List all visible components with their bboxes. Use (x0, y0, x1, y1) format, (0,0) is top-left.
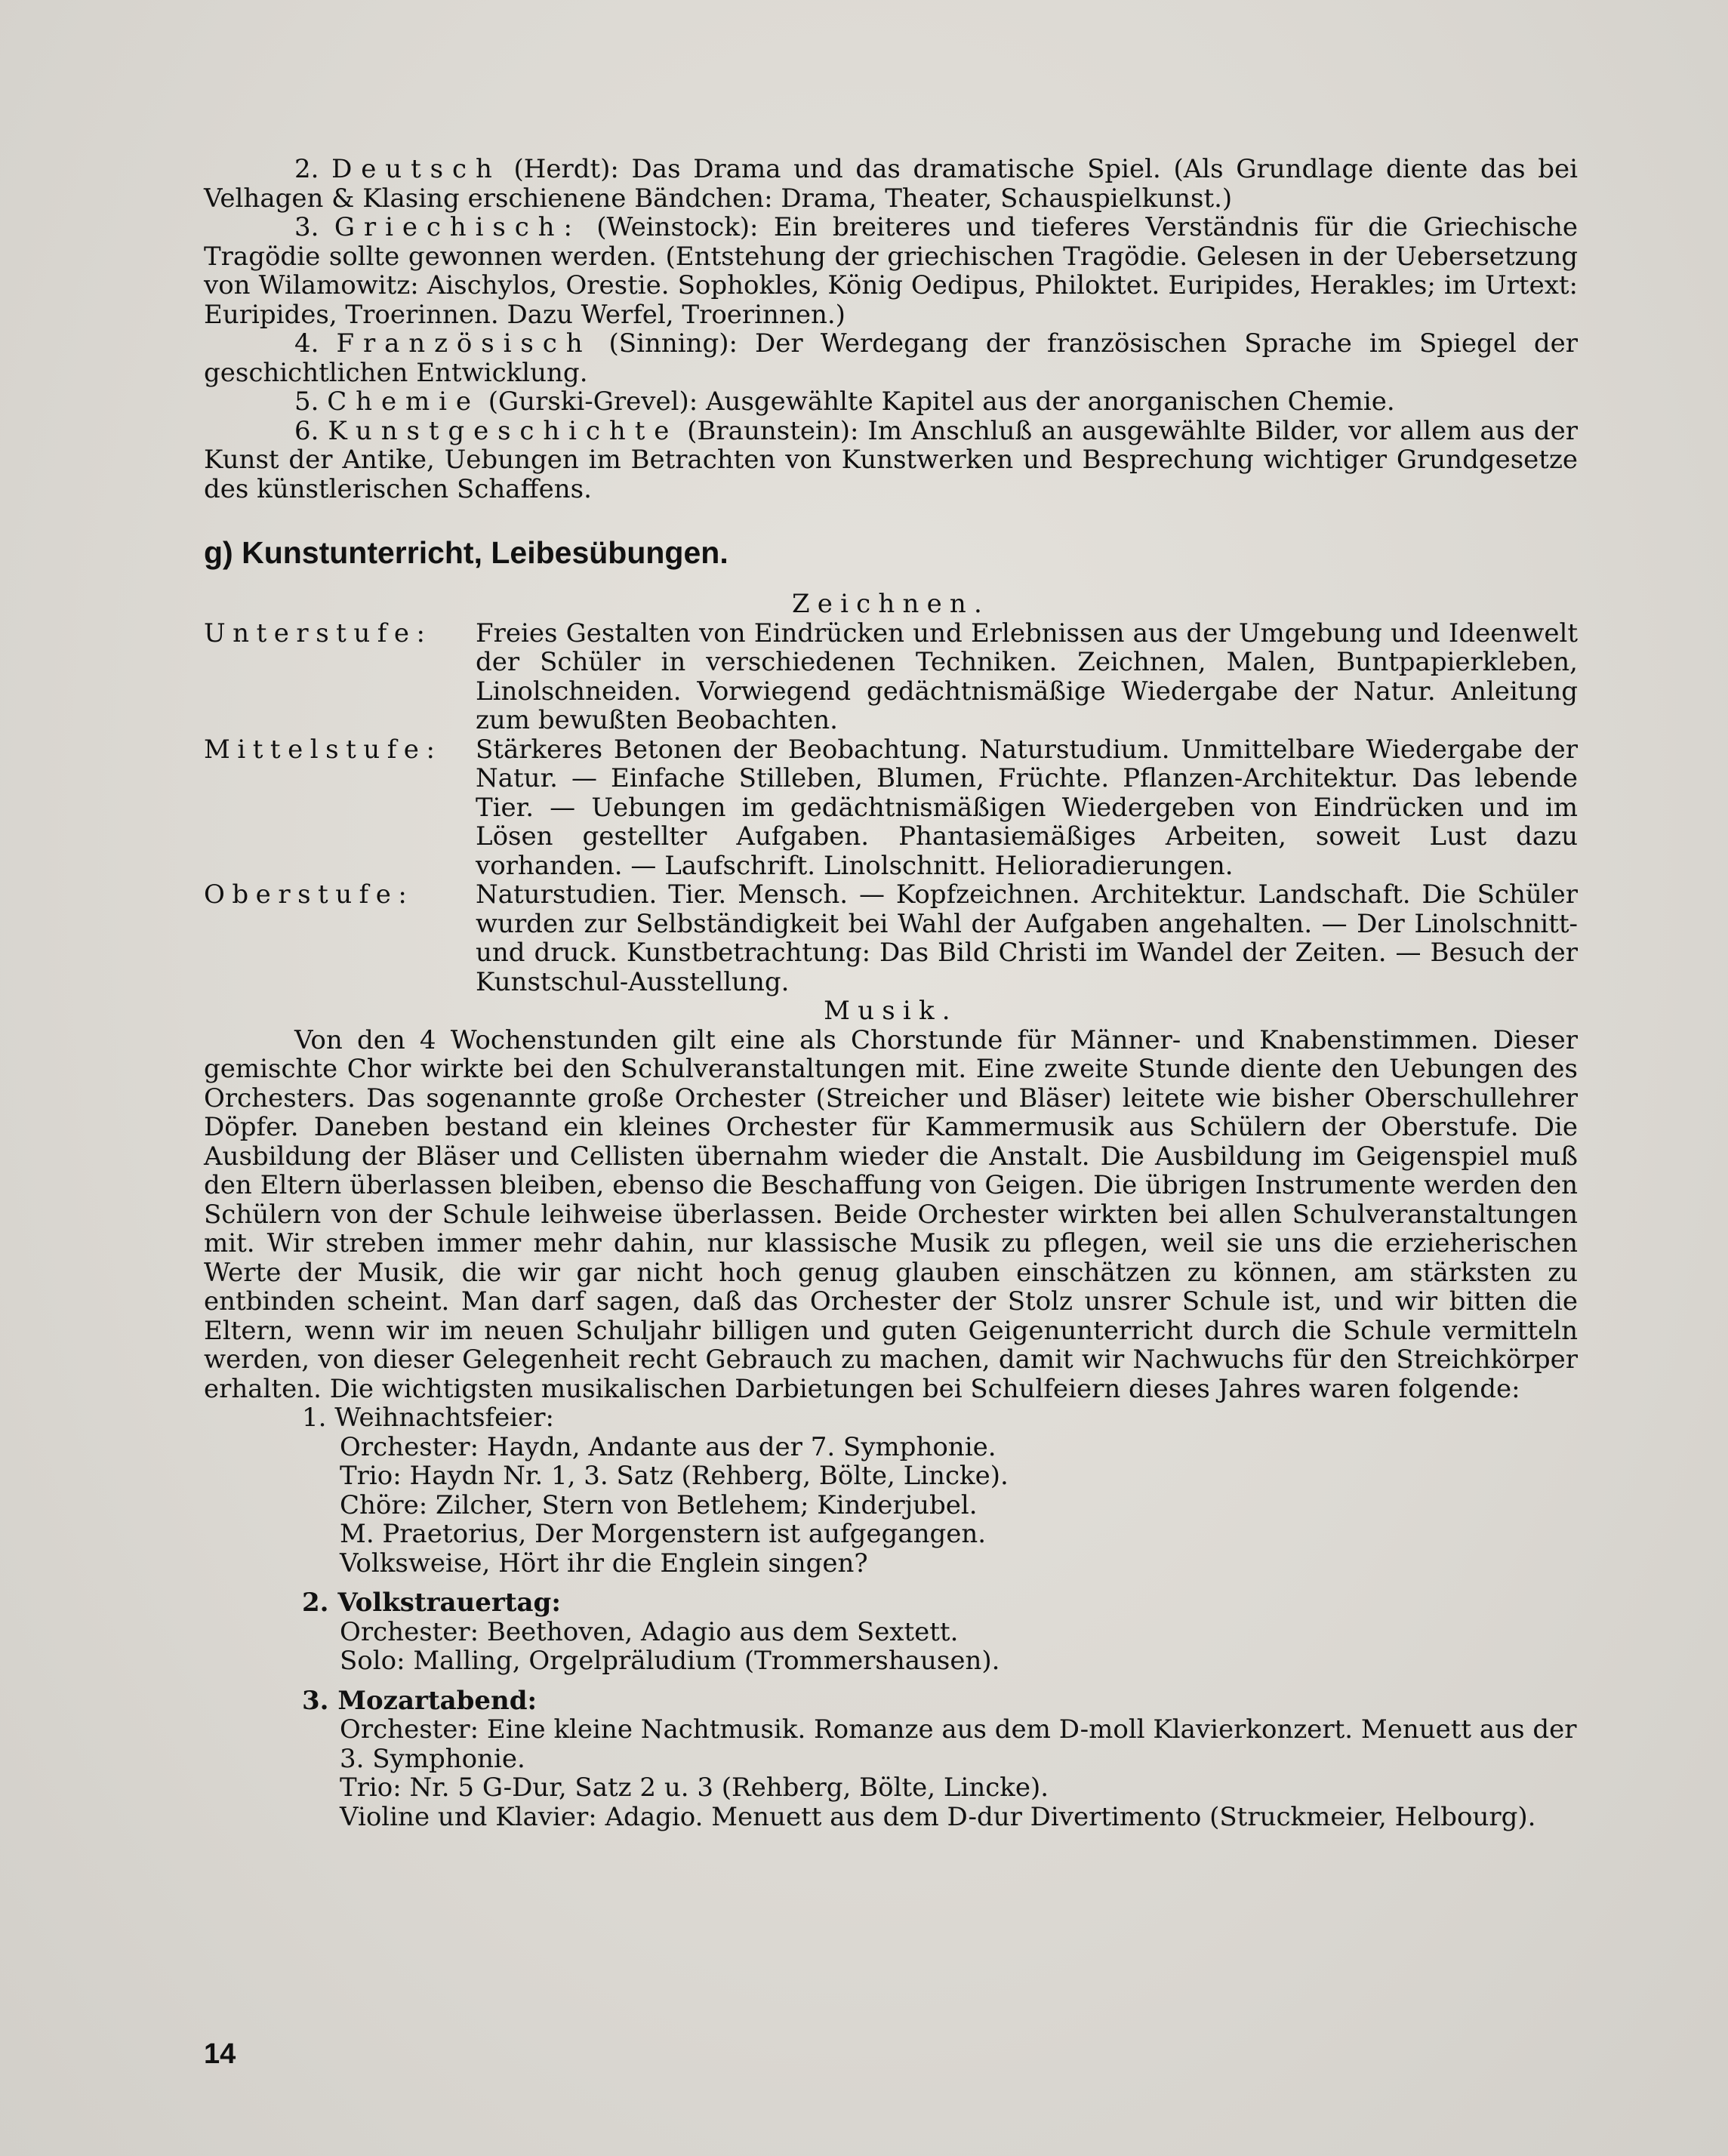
event-title: 2. Volkstrauertag: (302, 1588, 561, 1618)
event-title: 3. Mozartabend: (302, 1685, 537, 1716)
stufe-label: Oberstufe: (204, 879, 414, 910)
event-weihnachtsfeier (204, 1403, 1578, 1578)
musik-section (204, 996, 1578, 1831)
event-line: Orchester: Beethoven, Adagio aus dem Sextett. (340, 1616, 959, 1647)
subject-griechisch: 3. Griechisch: (Weinstock): Ein breiteres und tieferes Verständnis für die Griechische Tragödie sollte gewonnen werden. (Entstehung der griechischen Tragödie. Gelesen in der Uebersetzung von Wilamowitz: Aischylos, Orestie. Sophokles, König Oedipus, Philoktet. Euripides, Herakles; im Urtext: Euripides, Troerinnen. Dazu Werfel, Troerinnen.) (204, 212, 1578, 330)
event-line: Trio: Haydn Nr. 1, 3. Satz (Rehberg, Bölte, Lincke). (340, 1461, 1009, 1491)
stufe-unterstufe (204, 619, 1578, 735)
stufe-text: Stärkeres Betonen der Beobachtung. Naturstudium. Unmittelbare Wiedergabe der Natur. — Einfache Stilleben, Blumen, Früchte. Pflanzen-Architektur. Das lebende Tier. — Uebungen im gedächtnismäßigen Wiedergeben von Eindrücken und im Lösen gestellter Aufgaben. Phantasiemäßiges Arbeiten, soweit Lust dazu vorhanden. — Laufschrift. Linolschnitt. Helioradierungen. (476, 734, 1578, 881)
event-line: Trio: Nr. 5 G-Dur, Satz 2 u. 3 (Rehberg, Bölte, Lincke). (340, 1773, 1049, 1803)
event-line: Orchester: Eine kleine Nachtmusik. Romanze aus dem D-moll Klavierkonzert. Menuett aus der 3. Symphonie. (340, 1714, 1577, 1774)
event-list (204, 1403, 1578, 1831)
event-line: Orchester: Haydn, Andante aus der 7. Symphonie. (340, 1431, 996, 1462)
event-volkstrauertag (204, 1588, 1578, 1676)
subject-deutsch: 2. Deutsch (Herdt): Das Drama und das dramatische Spiel. (Als Grundlage diente das bei Velhagen & Klasing erschienene Bändchen: Drama, Theater, Schauspielkunst.) (204, 154, 1578, 214)
event-line: Violine und Klavier: Adagio. Menuett aus dem D-dur Divertimento (Struckmeier, Helbourg). (340, 1801, 1536, 1832)
subject-chemie: 5. Chemie (Gurski-Grevel): Ausgewählte Kapitel aus der anorganischen Chemie. (294, 387, 1395, 417)
text-column (204, 155, 1578, 1831)
stufe-label: Mittelstufe: (204, 734, 442, 765)
event-mozartabend (204, 1686, 1578, 1832)
event-title: 1. Weihnachtsfeier: (302, 1403, 554, 1433)
zeichnen-title: Zeichnen. (791, 589, 990, 619)
subject-list (204, 155, 1578, 504)
event-line: M. Praetorius, Der Morgenstern ist aufgegangen. (340, 1519, 987, 1549)
stufe-label: Unterstufe: (204, 618, 433, 648)
stufe-mittelstufe (204, 735, 1578, 881)
page-number: 14 (204, 2038, 236, 2070)
event-line: Chöre: Zilcher, Stern von Betlehem; Kinderjubel. (340, 1489, 978, 1520)
zeichnen-section (204, 590, 1578, 996)
event-line: Volksweise, Hört ihr die Englein singen? (340, 1548, 868, 1578)
musik-title: Musik. (824, 996, 958, 1026)
stufe-oberstufe (204, 880, 1578, 996)
subject-kunstgeschichte: 6. Kunstgeschichte (Braunstein): Im Anschluß an ausgewählte Bilder, vor allem aus der Kunst der Antike, Uebungen im Betrachten von Kunstwerken und Besprechung wichtiger Grundgesetze des künstlerischen Schaffens. (204, 415, 1578, 504)
subject-franzoesisch: 4. Französisch (Sinning): Der Werdegang der französischen Sprache im Spiegel der geschichtlichen Entwicklung. (204, 328, 1578, 388)
stufe-text: Freies Gestalten von Eindrücken und Erlebnissen aus der Umgebung und Ideenwelt der Schüler in verschiedenen Techniken. Zeichnen, Malen, Buntpapierkleben, Linolschneiden. Vorwiegend gedächtnismäßige Wiedergabe der Natur. Anleitung zum bewußten Beobachten. (476, 618, 1578, 735)
stufe-text: Naturstudien. Tier. Mensch. — Kopfzeichnen. Architektur. Landschaft. Die Schüler wurden zur Selbständigkeit bei Wahl der Aufgaben angehalten. — Der Linolschnitt- und druck. Kunstbetrachtung: Das Bild Christi im Wandel der Zeiten. — Besuch der Kunstschul-Ausstellung. (476, 879, 1578, 997)
event-line: Solo: Malling, Orgelpräludium (Trommershausen). (340, 1646, 1000, 1676)
musik-paragraph: Von den 4 Wochenstunden gilt eine als Chorstunde für Männer- und Knabenstimmen. Dieser gemischte Chor wirkte bei den Schulveranstaltungen mit. Eine zweite Stunde diente den Uebungen des Orchesters. Das sogenannte große Orchester (Streicher und Bläser) leitete wie bisher Oberschullehrer Döpfer. Daneben bestand ein kleines Orchester für Kammermusik aus Schülern der Oberstufe. Die Ausbildung der Bläser und Cellisten übernahm wieder die Anstalt. Die Ausbildung im Geigenspiel muß den Eltern überlassen bleiben, ebenso die Beschaffung von Geigen. Die übrigen Instrumente werden den Schülern von der Schule leihweise überlassen. Beide Orchester wirkten bei allen Schulveranstaltungen mit. Wir streben immer mehr dahin, nur klassische Musik zu pflegen, weil sie uns die erzieherischen Werte der Musik, die wir gar nicht hoch genug glauben einschätzen zu können, am stärksten zu entbinden scheint. Man darf sagen, daß das Orchester der Stolz unsrer Schule ist, und wir bitten die Eltern, wenn wir im neuen Schuljahr billigen und guten Geigenunterricht durch die Schule vermitteln werden, von dieser Gelegenheit recht Gebrauch zu machen, damit wir Nachwuchs für den Streichkörper erhalten. Die wichtigsten musikalischen Darbietungen bei Schulfeiern dieses Jahres waren folgende: (204, 1024, 1578, 1404)
section-heading: g) Kunstunterricht, Leibesübungen. (204, 535, 728, 570)
